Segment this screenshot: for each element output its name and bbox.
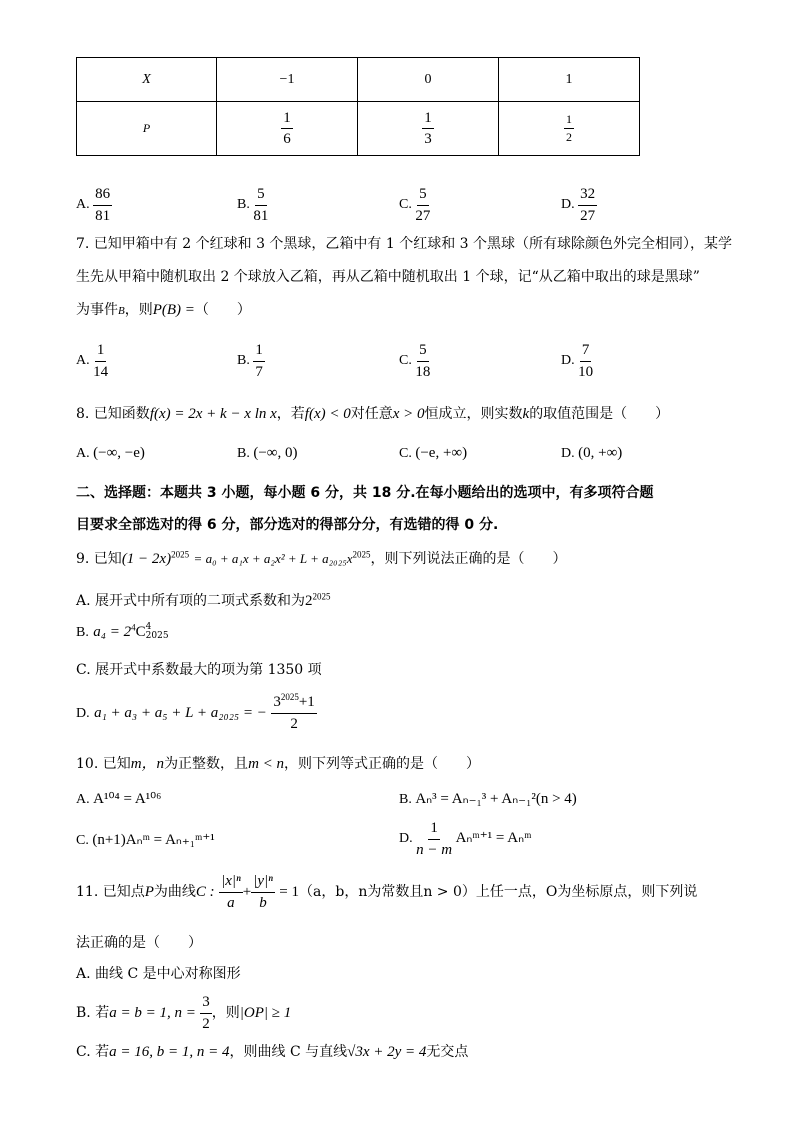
q11-option-b: B. 若a = b = 1, n = $\frac{3}{2}$ ，则|OP| ≥ 1	[76, 994, 292, 1032]
section-heading-line-2: 目要求全部选对的得 6 分，部分选对的得部分分，有选错的得 0 分.	[76, 517, 499, 533]
q7-line-1: 7. 已知甲箱中有 2 个红球和 3 个黑球，乙箱中有 1 个红球和 3 个黑球（所有球除颜色外完全相同），某学	[76, 236, 733, 252]
table-cell: 1	[499, 58, 640, 102]
q9-option-b: B. $a_4 = 2^4C$ 4 2025	[76, 622, 169, 641]
q10-option-b: B. Aₙ³ = Aₙ₋₁³ + Aₙ₋₁²(n > 4)	[399, 791, 577, 807]
q6-option-b: B. $\frac{5}{81}$	[237, 186, 269, 224]
q7-option-b: B. $\frac{1}{7}$	[237, 342, 263, 380]
q10-option-d: D. $\frac{1}{n - m}$ Aₙᵐ⁺¹ = Aₙᵐ	[399, 820, 532, 858]
table-cell: $\frac{1}{3}$	[358, 102, 499, 156]
distribution-table	[76, 57, 640, 156]
table-cell: −1	[217, 58, 358, 102]
section-heading-line-1: 二、选择题：本题共 3 小题，每小题 6 分，共 18 分.在每小题给出的选项中，有多项符合题	[76, 485, 654, 501]
q7-line-2: 生先从甲箱中随机取出 2 个球放入乙箱，再从乙箱中随机取出 1 个球，记“从乙箱中取出的球是黑球”	[76, 269, 700, 285]
q7-option-c: C. $\frac{5}{18}$	[399, 342, 431, 380]
q9-stem: 9. 已知$(1 - 2x)^{2025} = a_0 + a_1x + a_2x^2 + L + a_{2025}x^{2025}$，则下列说法正确的是（ ）	[76, 549, 567, 567]
q9-option-c: C. 展开式中系数最大的项为第 1350 项	[76, 662, 322, 678]
q6-option-a: A. $\frac{86}{81}$	[76, 186, 111, 224]
q11-option-a: A. 曲线 C 是中心对称图形	[76, 966, 241, 982]
q11-stem: 11. 已知点P为曲线C : $\frac{\text{|x|ⁿ}}{a}$ + $\frac{\text{|y|ⁿ}}{b}$ = 1（a，b，n为常数且n > 0）上任一点，O为坐标原点，则下列说	[76, 873, 698, 911]
table-cell: $\frac{1}{2}$	[499, 102, 640, 156]
q10-option-a: A. A¹⁰⁴ = A¹⁰⁶	[76, 791, 162, 807]
q7-option-d: D. $\frac{7}{10}$	[561, 342, 594, 380]
table-cell: $\frac{1}{6}$	[217, 102, 358, 156]
q7-line-3: 为事件B，则P(B) =（ ）	[76, 302, 251, 318]
q7-option-a: A. $\frac{1}{14}$	[76, 342, 109, 380]
q11-line-2: 法正确的是（ ）	[76, 935, 202, 951]
q8-option-d: D. (0, +∞)	[561, 445, 623, 461]
q10-stem: 10. 已知m，n为正整数，且m < n，则下列等式正确的是（ ）	[76, 756, 481, 772]
table-row	[77, 102, 640, 156]
q9-option-a: A. 展开式中所有项的二项式系数和为$2^{2025}$	[76, 591, 331, 609]
table-header-x: X	[77, 58, 217, 102]
q6-option-c: C. $\frac{5}{27}$	[399, 186, 431, 224]
q9-option-d: D. a₁ + a₃ + a₅ + L + a₂₀₂₅ = − $\frac{3^{2025}+1}{2}$	[76, 692, 315, 732]
q6-option-d: D. $\frac{32}{27}$	[561, 186, 596, 224]
q10-option-c: C. (n+1)Aₙᵐ = Aₙ₊₁ᵐ⁺¹	[76, 832, 215, 848]
q8-stem: 8. 已知函数f(x) = 2x + k − x ln x，若f(x) < 0对任意x > 0恒成立，则实数k的取值范围是（ ）	[76, 406, 670, 422]
q8-option-a: A. (−∞, −e)	[76, 445, 145, 461]
table-header-p: P	[77, 102, 217, 156]
table-row	[77, 58, 640, 102]
table-cell: 0	[358, 58, 499, 102]
q8-option-b: B. (−∞, 0)	[237, 445, 298, 461]
q8-option-c: C. (−e, +∞)	[399, 445, 468, 461]
q11-option-c: C. 若a = 16, b = 1, n = 4，则曲线 C 与直线√3x + 2y = 4无交点	[76, 1044, 469, 1060]
